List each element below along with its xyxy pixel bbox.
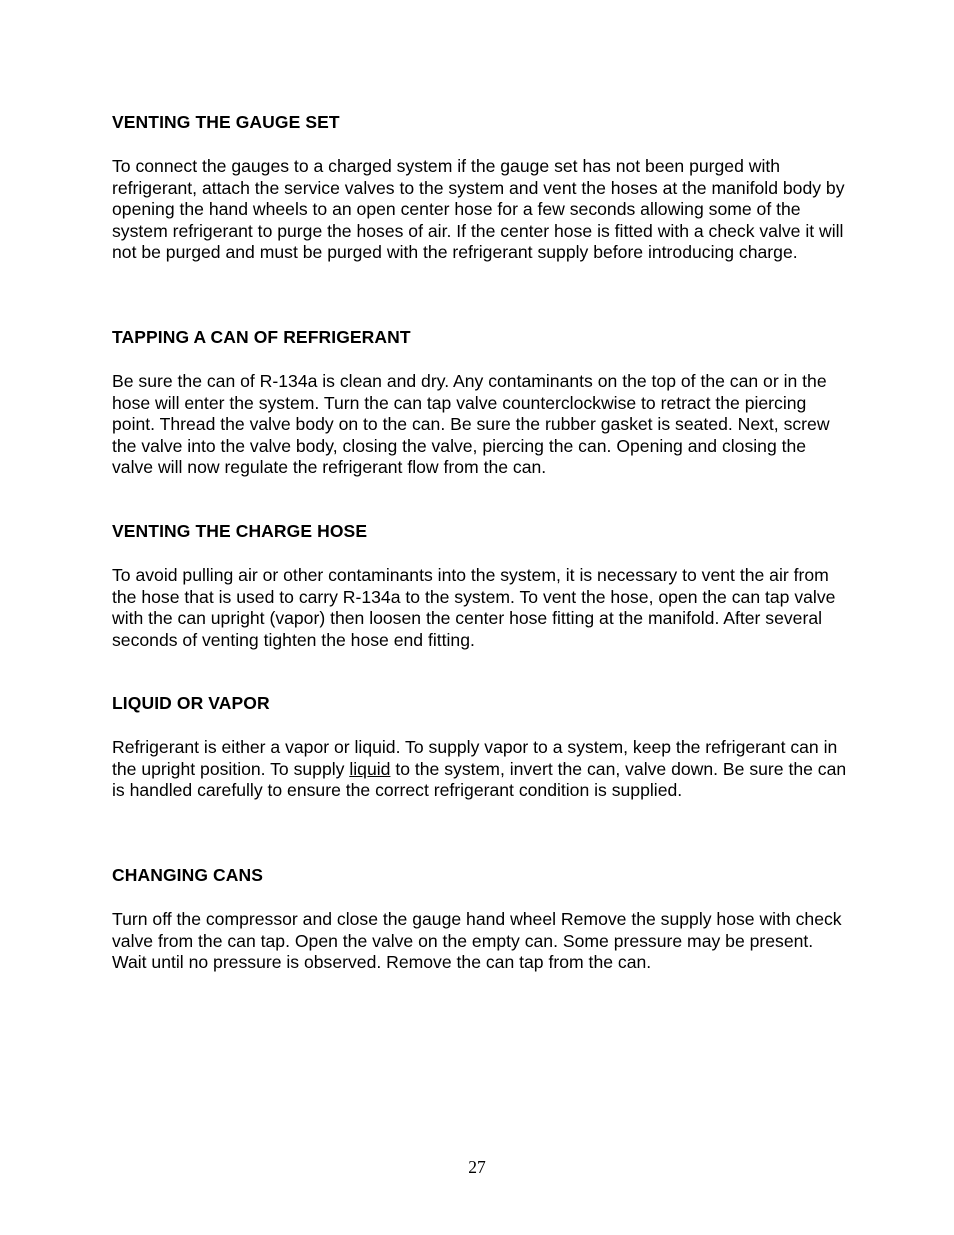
section-body: To connect the gauges to a charged system if the gauge set has not been purged with refrigerant, attach the service valves to the system and vent the hoses at the manifold body by opening the hand wheels to an open center hose for a few seconds allowing some of the system refrigerant to purge the hoses of air. If the center hose is fitted with a check valve it will not be purged and must be purged with the refrigerant supply before introducing charge.	[112, 156, 845, 263]
section-heading: TAPPING A CAN OF REFRIGERANT	[112, 327, 411, 347]
section-tapping-can	[112, 327, 852, 479]
section-body	[112, 737, 852, 802]
section-body: Turn off the compressor and close the gauge hand wheel Remove the supply hose with check valve from the can tap. Open the valve on the empty can. Some pressure may be present. Wait until no pressure is observed. Remove the can tap from the can.	[112, 909, 842, 973]
section-liquid-or-vapor	[112, 693, 852, 802]
section-heading: VENTING THE CHARGE HOSE	[112, 521, 368, 541]
section-body: To avoid pulling air or other contaminants into the system, it is necessary to vent the air from the hose that is used to carry R-134a to the system. To vent the hose, open the can tap valve with the can upright (vapor) then loosen the center hose fitting at the manifold. After several seconds of venting tighten the hose end fitting.	[112, 565, 836, 650]
underlined-word-liquid: liquid	[349, 758, 391, 779]
body-text-before: Refrigerant is either a vapor or liquid. To supply vapor to a system, keep the refrigerant can in the upright position. To supply	[112, 737, 838, 779]
section-heading: LIQUID OR VAPOR	[112, 693, 270, 713]
section-venting-gauge-set	[112, 112, 852, 264]
section-venting-charge-hose	[112, 521, 852, 651]
page-number: 27	[468, 1157, 486, 1177]
section-body: Be sure the can of R-134a is clean and dry. Any contaminants on the top of the can or in the hose will enter the system. Turn the can tap valve counterclockwise to retract the piercing point. Thread the valve body on to the can. Be sure the rubber gasket is seated. Next, screw the valve into the valve body, closing the valve, piercing the can. Opening and closing the valve will now regulate the refrigerant flow from the can.	[112, 371, 830, 478]
body-text-after: to the system, invert the can, valve down. Be sure the can is handled carefully to ensure the correct refrigerant condition is supplied.	[112, 758, 847, 801]
section-changing-cans	[112, 865, 852, 974]
section-heading: VENTING THE GAUGE SET	[112, 112, 340, 132]
section-heading: CHANGING CANS	[112, 865, 264, 885]
